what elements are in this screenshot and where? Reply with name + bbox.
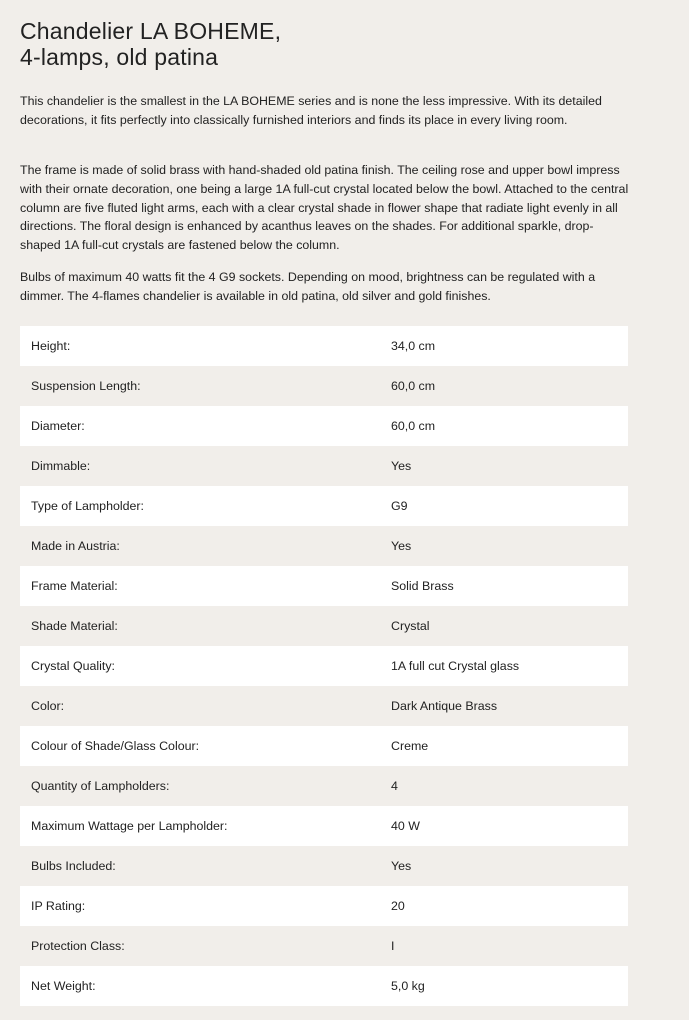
spec-label: Bulbs Included:: [31, 859, 116, 873]
description-paragraph: Bulbs of maximum 40 watts fit the 4 G9 sockets. Depending on mood, brightness can be regulated with a dimmer. The 4-flames chandelier is available in old patina, old silver and gold finishes.: [20, 270, 596, 303]
spec-value: 1A full cut Crystal glass: [391, 659, 520, 673]
spec-row-protection-class: [20, 926, 628, 966]
spec-value: Crystal: [391, 619, 430, 633]
spec-row-diameter: [20, 406, 628, 446]
spec-label: Protection Class:: [31, 939, 125, 953]
spec-row-shade-material: [20, 606, 628, 646]
spec-row-max-wattage: [20, 806, 628, 846]
spec-label: Shade Material:: [31, 619, 118, 633]
spec-value: Yes: [391, 459, 412, 473]
spec-value: 20: [391, 899, 405, 913]
spec-value: Solid Brass: [391, 579, 454, 593]
spec-label: Made in Austria:: [31, 539, 120, 553]
spec-row-frame-material: [20, 566, 628, 606]
spec-row-dimmable: [20, 446, 628, 486]
spec-row-net-weight: [20, 966, 628, 1006]
spec-label: Diameter:: [31, 419, 85, 433]
spec-value: I: [391, 939, 395, 953]
spec-label: Crystal Quality:: [31, 659, 115, 673]
description-paragraph: The frame is made of solid brass with hand-shaded old patina finish. The ceiling rose and upper bowl impress with their ornate decoration, one being a large 1A full-cut crystal located below the bowl. Attached to the central column are five fluted light arms, each with a clear crystal shade in flower shape that radiate light evenly in all directions. The floral design is enhanced by acanthus leaves on the shades. For additional sparkle, drop-shaped 1A full-cut crystals are fastened below the column.: [20, 163, 629, 253]
spec-row-shade-colour: [20, 726, 628, 766]
spec-row-height: [20, 326, 628, 366]
spec-label: Type of Lampholder:: [31, 499, 144, 513]
spec-label: Height:: [31, 339, 71, 353]
spec-value: 60,0 cm: [391, 419, 436, 433]
spec-label: Dimmable:: [31, 459, 91, 473]
spec-value: 34,0 cm: [391, 339, 436, 353]
spec-label: Net Weight:: [31, 979, 96, 993]
spec-row-ip-rating: [20, 886, 628, 926]
spec-row-color: [20, 686, 628, 726]
spec-label: Maximum Wattage per Lampholder:: [31, 819, 228, 833]
spec-row-lampholder-quantity: [20, 766, 628, 806]
spec-row-lampholder-type: [20, 486, 628, 526]
spec-value: Yes: [391, 859, 412, 873]
description-paragraph: This chandelier is the smallest in the LA BOHEME series and is none the less impressive. With its detailed decorations, it fits perfectly into classically furnished interiors and finds its place in every living room.: [20, 94, 602, 127]
spec-row-made-in-austria: [20, 526, 628, 566]
spec-label: Color:: [31, 699, 65, 713]
specifications-table: [20, 326, 628, 1006]
spec-label: IP Rating:: [31, 899, 86, 913]
spec-value: 4: [391, 779, 398, 793]
spec-label: Frame Material:: [31, 579, 118, 593]
product-title: Chandelier LA BOHEME, 4-lamps, old patina: [20, 18, 282, 70]
spec-value: 40 W: [391, 819, 420, 833]
spec-row-crystal-quality: [20, 646, 628, 686]
spec-row-bulbs-included: [20, 846, 628, 886]
spec-value: 60,0 cm: [391, 379, 436, 393]
spec-value: Dark Antique Brass: [391, 699, 498, 713]
spec-label: Quantity of Lampholders:: [31, 779, 170, 793]
spec-value: G9: [391, 499, 408, 513]
spec-value: Creme: [391, 739, 429, 753]
spec-value: 5,0 kg: [391, 979, 425, 993]
spec-row-suspension-length: [20, 366, 628, 406]
spec-label: Suspension Length:: [31, 379, 141, 393]
spec-label: Colour of Shade/Glass Colour:: [31, 739, 200, 753]
spec-value: Yes: [391, 539, 412, 553]
